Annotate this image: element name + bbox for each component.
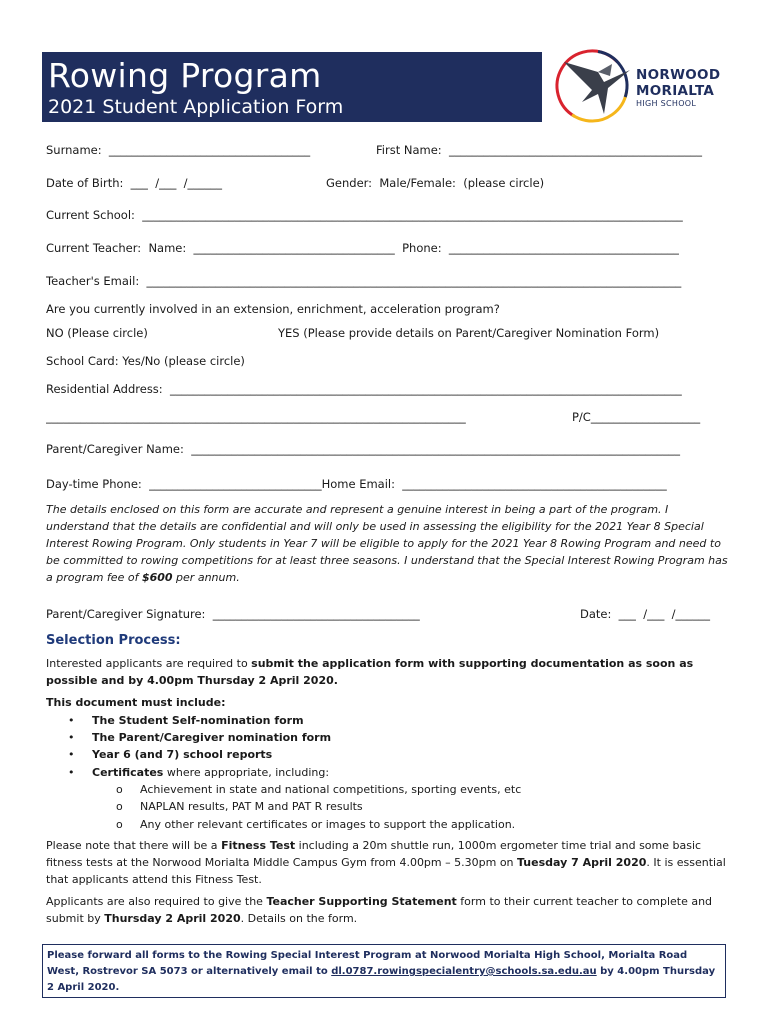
sub-list-item: NAPLAN results, PAT M and PAT R results — [140, 800, 363, 813]
page-subtitle: 2021 Student Application Form — [48, 96, 344, 118]
list-item: The Parent/Caregiver nomination form — [92, 731, 332, 744]
submission-email-link[interactable]: dl.0787.rowingspecialentry@schools.sa.edu.au — [331, 966, 597, 977]
sub-list-item: Achievement in state and national competitions, sporting events, etc — [140, 783, 522, 796]
residential-address-field[interactable]: Residential Address: _________________________________________________________________________________________ — [46, 382, 682, 396]
current-teacher-field[interactable]: Current Teacher: Name: ___________________________________ Phone: ________________________________________ — [46, 241, 679, 255]
address-line-2-field[interactable]: _________________________________________________________________________ — [46, 410, 466, 424]
sub-list-item: Any other relevant certificates or images to support the application. — [140, 818, 516, 831]
list-item: Year 6 (and 7) school reports — [92, 748, 273, 761]
daytime-phone-field[interactable]: Day-time Phone: ______________________________Home Email: ______________________________________________ — [46, 477, 667, 491]
list-item: Certificates where appropriate, including: — [92, 766, 330, 779]
footer-note: Please forward all forms to the Rowing Special Interest Program at Norwood Morialta High School, Morialta Road West, Rostrevor SA 5073 or alternatively email to dl.0787.rowingspecialentry@schools.sa.edu.au by 4.00pm Thursday 2 April 2020. — [47, 950, 716, 993]
program-question: Are you currently involved in an extension, enrichment, acceleration program? — [46, 302, 500, 316]
page-title: Rowing Program — [48, 56, 322, 95]
declaration-paragraph: The details enclosed on this form are accurate and represent a genuine interest in being a part of the program. I understand that the details are confidential and will only be used in assessing the eligibility for the 2021 Year 8 Special Interest Rowing Program. Only students in Year 7 will be eligible to apply for the 2021 Year 8 Rowing Program and need to be committed to rowing competitions for at least three seasons. I understand that the Special Interest Rowing Program has a program fee of $600 per annum. — [46, 503, 728, 584]
program-fee: $600 — [141, 571, 173, 584]
selection-process-heading: Selection Process: — [46, 633, 181, 648]
logo-line-3: HIGH SCHOOL — [636, 99, 697, 108]
parent-name-field[interactable]: Parent/Caregiver Name: _____________________________________________________________________________________ — [46, 442, 680, 456]
teacher-statement-paragraph: Applicants are also required to give the Teacher Supporting Statement form to their current teacher to complete and submit by Thursday 2 April 2020. Details on the form. — [46, 895, 713, 925]
surname-field[interactable]: Surname: ___________________________________ — [46, 143, 311, 157]
bullet-dot-icon: • — [68, 731, 75, 744]
bullet-dot-icon: • — [68, 748, 75, 761]
logo-line-1: NORWOOD — [636, 67, 721, 83]
logo-line-2: MORIALTA — [636, 83, 715, 99]
parent-signature-field[interactable]: Parent/Caregiver Signature: ____________________________________ — [46, 607, 420, 621]
teacher-email-field[interactable]: Teacher's Email: _____________________________________________________________________________________________ — [46, 274, 682, 288]
selection-intro: Interested applicants are required to submit the application form with supporting documentation as soon as possible and by 4.00pm Thursday 2 April 2020. — [46, 657, 694, 687]
date-field[interactable]: Date: ___ /___ /______ — [580, 607, 711, 621]
no-option[interactable]: NO (Please circle) — [46, 326, 148, 340]
bullet-dot-icon: • — [68, 766, 75, 779]
sub-bullet-icon: o — [116, 783, 123, 796]
must-include-label: This document must include: — [46, 696, 226, 709]
list-item: The Student Self-nomination form — [92, 714, 304, 727]
sub-bullet-icon: o — [116, 818, 123, 831]
sub-bullet-icon: o — [116, 800, 123, 813]
school-card-field[interactable]: School Card: Yes/No (please circle) — [46, 354, 245, 368]
gender-field[interactable]: Gender: Male/Female: (please circle) — [326, 176, 545, 190]
dob-field[interactable]: Date of Birth: ___ /___ /______ — [46, 176, 223, 190]
first-name-field[interactable]: First Name: ____________________________________________ — [376, 143, 702, 157]
fitness-test-paragraph: Please note that there will be a Fitness Test including a 20m shuttle run, 1000m ergometer time trial and some basic fitness tests at the Norwood Morialta Middle Campus Gym from 4.00pm – 5.30pm on Tuesday 7 April 2020. It is essential that applicants attend this Fitness Test. — [46, 839, 726, 886]
postcode-field[interactable]: P/C___________________ — [572, 410, 701, 424]
bullet-dot-icon: • — [68, 714, 75, 727]
yes-option[interactable]: YES (Please provide details on Parent/Caregiver Nomination Form) — [278, 326, 660, 340]
current-school-field[interactable]: Current School: ______________________________________________________________________________________________ — [46, 208, 683, 222]
